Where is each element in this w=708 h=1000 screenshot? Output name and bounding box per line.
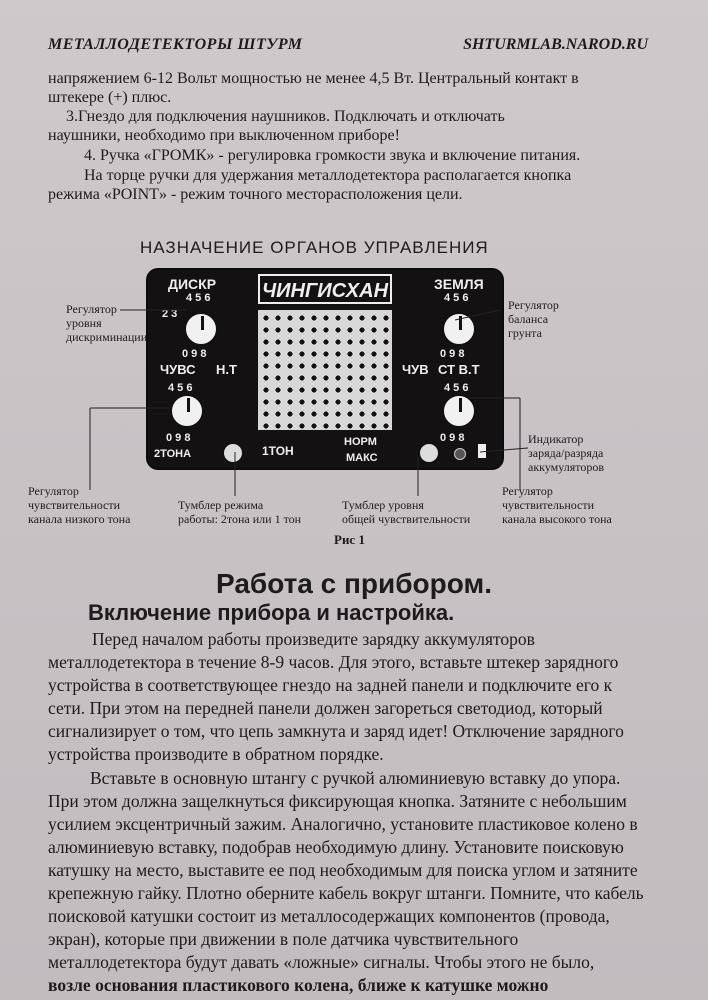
text-line: напряжением 6-12 Вольт мощностью не менее 4,5 Вт. Центральный контакт в	[48, 70, 579, 87]
body-line: поисковой катушки состоит из металлосодержащих компонентов (провода,	[48, 906, 610, 926]
knob-scale: 4 5 6	[444, 292, 469, 304]
label-chuv: ЧУВ	[402, 362, 429, 377]
knob-scale: 0 9 8	[440, 432, 465, 444]
text-line: На торце ручки для удержания металлодетектора располагается кнопка	[84, 167, 572, 184]
body-line: устройства в соответствующее гнездо на задней панели и подключите его к	[48, 675, 613, 695]
body-line: При этом должна защелкнуться фиксирующая кнопка. Затяните с небольшим	[48, 791, 627, 811]
label-norm: НОРМ	[344, 436, 377, 448]
body-line: алюминиевую вставку, подобрав необходимую длину. Установите поисковую	[48, 837, 624, 857]
callout-low	[28, 484, 130, 526]
callout-text: Тумблер уровня общей чувствительности	[342, 498, 471, 526]
callout-text: Регулятор чувствительности канала низкого тона	[28, 484, 131, 526]
callout-balance	[508, 298, 559, 340]
label-1ton: 1ТОН	[262, 444, 294, 458]
section-subtitle: Включение прибора и настройка.	[88, 600, 455, 625]
body-line: сети. При этом на передней панели должен загореться светодиод, который	[48, 698, 603, 718]
header-left: МЕТАЛЛОДЕТЕКТОРЫ ШТУРМ	[48, 36, 303, 53]
body-line: металлодетектора будут давать «ложные» сигналы. Чтобы этого не было,	[48, 952, 595, 972]
label-2tona: 2ТОНА	[154, 448, 192, 460]
text-line: режима «POINT» - режим точного месторасположения цели.	[48, 186, 463, 203]
body-line: крепежную гайку. Плотно оберните кабель вокруг штанги. Помните, что кабель	[48, 883, 644, 903]
header-right: SHTURMLAB.NAROD.RU	[463, 36, 648, 53]
callout-text: Тумблер режима работы: 2тона или 1 тон	[178, 498, 302, 526]
figure-title: НАЗНАЧЕНИЕ ОРГАНОВ УПРАВЛЕНИЯ	[140, 238, 489, 257]
knob-scale: 4 5 6	[168, 382, 193, 394]
knob-scale: 4 5 6	[444, 382, 469, 394]
body-line: экран), которые при движении в поле датчика чувствительного	[48, 929, 519, 949]
label-chuvs: ЧУВС	[160, 362, 196, 377]
label-nt: Н.Т	[216, 362, 237, 377]
section-title: Работа с прибором.	[216, 568, 492, 599]
brand-logo: ЧИНГИСХАН	[258, 274, 392, 304]
body-line: Вставьте в основную штангу с ручкой алюминиевую вставку до упора.	[90, 768, 621, 788]
callout-text: Регулятор баланса грунта	[508, 298, 559, 340]
callout-mode	[178, 498, 301, 526]
body-line: металлодетектора в течение 8-9 часов. Для этого, вставьте штекер зарядного	[48, 652, 619, 672]
label-st-vt: СТ В.Т	[438, 362, 480, 377]
text-line: наушники, необходимо при выключенном приборе!	[48, 127, 400, 144]
text-line: 4. Ручка «ГРОМК» - регулировка громкости звука и включение питания.	[84, 147, 581, 164]
label-maks: МАКС	[346, 452, 378, 464]
callout-text: Регулятор чувствительности канала высокого тона	[502, 484, 612, 526]
label-zemlya: ЗЕМЛЯ	[434, 276, 484, 292]
callout-high	[502, 484, 612, 526]
knob-scale: 4 5 6	[186, 292, 211, 304]
callout-level	[342, 498, 470, 526]
figure-caption: Рис 1	[334, 532, 365, 547]
callout-text: Индикатор заряда/разряда аккумуляторов	[528, 432, 604, 474]
body-line: сигнализирует о том, что цепь замкнута и заряд идет! Отключение зарядного	[48, 721, 624, 741]
knob-scale: 0 9 8	[182, 348, 207, 360]
body-line: устройства производите в обратном порядке.	[48, 744, 384, 764]
callout-disc	[66, 302, 147, 344]
body-line: Перед началом работы произведите зарядку аккумуляторов	[92, 629, 535, 649]
callout-text: Регулятор уровня дискриминации	[66, 302, 148, 344]
body-line: возле основания пластикового колена, ближе к катушке можно	[48, 975, 549, 995]
knob-scale: 2 3	[162, 308, 178, 320]
body-line: катушку на место, выставите ее под необходимым для поиска углом и затяните	[48, 860, 638, 880]
label-diskr: ДИСКР	[168, 276, 217, 292]
callout-indicator	[528, 432, 604, 474]
text-line: 3.Гнездо для подключения наушников. Подключать и отключать	[66, 108, 505, 125]
body-line: усилием эксцентричный зажим. Аналогично, установите пластиковое колено в	[48, 814, 638, 834]
text-line: штекере (+) плюс.	[48, 89, 172, 106]
knob-scale: 0 9 8	[166, 432, 191, 444]
knob-scale: 0 9 8	[440, 348, 465, 360]
